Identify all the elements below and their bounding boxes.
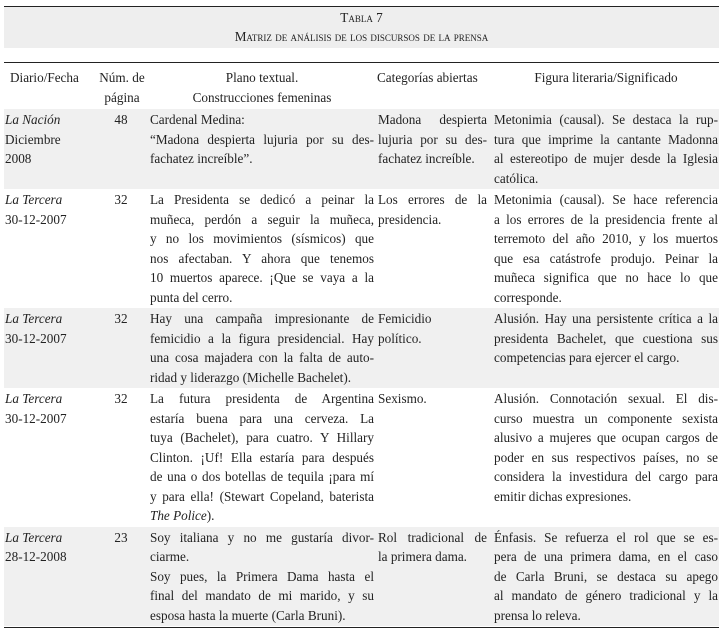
cell-figura [494,309,718,368]
table-row [4,109,719,189]
header-figura: Figura literaria/Significado [534,70,678,85]
cell-line: 10 muertos aparece. ¡Que se vaya a la [150,270,374,285]
table-title: Matriz de análisis de los discursos de la prensa [234,29,489,44]
cell-line: Metonimia (causal). Se hace referencia [494,192,718,207]
header-plano-line: Construcciones femeninas [192,89,332,105]
cell-line: político. [378,330,422,346]
cell-diario [5,190,85,229]
line-segment: The Police [150,508,207,523]
cell-line: final del mandato de mi marido, y su [150,588,374,603]
cell-line: de Carla Bruni, se destaca su apego [494,568,718,584]
cell-line: 23 [114,529,128,545]
cell-line: ciarme. [150,549,190,564]
cell-line: la primera dama. [378,549,467,564]
newspaper-name: La Nación [5,112,61,127]
cell-line: Diciembre [5,131,61,147]
cell-line [5,110,85,130]
cell-line: Madona despierta [378,112,487,127]
cell-line: La futura presidenta de Argentina [150,391,374,406]
cell-line: Énfasis. Se refuerza el rol que se es- [494,529,718,545]
cell-line: 32 [114,192,128,207]
cell-line: presidencia. [378,211,442,227]
cell-line: Alusión. Hay una persistente crítica a la [494,311,718,326]
cell-figura [494,110,718,188]
cell-num [96,190,146,210]
cell-line: fachatez increíble”. [150,151,253,166]
header-categorias: Categorías abiertas [377,70,478,85]
cell-line: tuya (Bachelet), para cuatro. Y Hillary [150,430,374,445]
cell-line: Clinton. ¡Uf! Ella estaría para después [150,449,374,465]
cell-line: Hay una campaña impresionante de [150,311,374,326]
cell-plano [150,309,374,387]
cell-diario [5,389,85,428]
cell-line: Los errores de la [378,192,487,207]
cell-line: La Presidenta se dedicó a peinar la [150,192,374,207]
header-num-line: página [104,89,140,105]
cell-num [96,309,146,329]
header-plano-line: Plano textual. [225,70,299,85]
cell-line: tura que imprime la cantante Madonna [494,131,718,147]
cell-line [5,190,85,210]
cell-line: 32 [114,391,128,406]
cell-diario [5,110,85,169]
cell-line: Sexismo. [378,391,427,406]
cell-line: terremoto del año 2010, y los muertos [494,231,718,246]
cell-plano [150,528,374,626]
cell-line: fachatez increíble. [378,151,475,166]
table-row [4,189,719,308]
cell-line: a los errores de la presidencia frente al [494,211,718,227]
cell-figura [494,528,718,626]
cell-line: lujuria por su des- [378,131,487,147]
cell-line: de una o dos botellas de tequila ¡para mí [150,469,374,484]
newspaper-name: La Tercera [5,311,63,326]
cell-line: que esa catástrofe produjo. Peinar la [494,250,718,266]
cell-line: estaría buena para una cerveza. La [150,410,374,426]
cell-line: 28-12-2008 [5,549,67,564]
cell-line: ridad y liderazgo (Michelle Bachelet). [150,369,352,385]
cell-line: emitir dichas expresiones. [494,488,632,504]
cell-line: femicidio a la figura presidencial. Hay [150,330,374,346]
cell-line: nos afectaban. Y ahora que tenemos [150,250,374,266]
cell-plano [150,110,374,169]
cell-line: y no los movimientos (sísmicos) que [150,231,374,246]
table-label: Tabla 7 [340,10,383,25]
cell-categorias [378,110,487,169]
header-top-rule [4,62,719,63]
cell-line: considera la investidura del cargo para [494,469,718,484]
cell-line: prensa lo releva. [494,607,581,623]
cell-line [5,309,85,329]
cell-line: muñeca, perdón a seguir la muñeca, [150,211,374,227]
cell-categorias [378,528,487,567]
cell-line: curso muestra un componente sexista [494,410,718,426]
cell-line: punta del cerro. [150,289,233,305]
cell-line: 2008 [5,151,32,166]
cell-line: Rol tradicional de [378,529,487,545]
cell-categorias [378,389,487,409]
cell-num [96,110,146,130]
cell-line: presidenta Bachelet, que cuestiona sus [494,330,718,346]
line-segment: ). [206,508,215,523]
cell-line: 32 [114,311,128,326]
cell-line [5,528,85,548]
cell-line: 30-12-2007 [5,410,67,426]
cell-line: Alusión. Connotación sexual. El dis- [494,391,718,406]
cell-line: corresponde. [494,289,562,305]
cell-line [150,506,374,526]
cell-line: esposa hasta la muerte (Carla Bruni). [150,607,346,623]
newspaper-name: La Tercera [5,391,63,406]
cell-line: Soy italiana y no me gustaría divor- [150,529,374,545]
cell-categorias [378,309,487,348]
cell-line: 30-12-2007 [5,330,67,346]
table-caption [4,6,719,48]
cell-line: Metonimia (causal). Se destaca la rup- [494,112,718,127]
cell-diario [5,309,85,348]
table-row [4,527,719,627]
cell-num [96,528,146,548]
cell-plano [150,190,374,307]
newspaper-name: La Tercera [5,529,63,545]
header-num-line: Núm. de [99,70,145,85]
cell-line: católica. [494,170,539,186]
cell-figura [494,389,718,506]
cell-line: al estereotipo de mujer desde la Iglesia [494,151,718,166]
cell-categorias [378,190,487,229]
cell-num [96,389,146,409]
cell-line: competencias para ejercer el cargo. [494,350,680,365]
cell-line: alusivo a mujeres que ocupan cargos de [494,430,718,445]
header-diario: Diario/Fecha [10,70,79,85]
cell-line: una cosa majadera con la falta de auto- [150,350,374,365]
cell-line: 30-12-2007 [5,211,67,227]
cell-line: Soy pues, la Primera Dama hasta el [150,568,374,584]
cell-line: al mandato de género tradicional y la [494,588,718,603]
cell-line: Femicidio [378,311,432,326]
header-plano [150,68,374,107]
table-row [4,308,719,388]
cell-line: y para ella! (Stewart Copeland, baterista [150,488,374,504]
table-bottom-rule [4,627,719,628]
header-num [94,68,150,107]
cell-line: pera de una primera dama, en el caso [494,549,718,564]
cell-line: poder en sus respectivos países, no se [494,449,718,465]
cell-line: muñeca significa que no hace lo que [494,270,718,285]
newspaper-name: La Tercera [5,192,63,207]
cell-line: “Madona despierta lujuria por su des- [150,131,374,147]
cell-line: Cardenal Medina: [150,112,245,127]
cell-plano [150,389,374,526]
cell-line [5,389,85,409]
cell-figura [494,190,718,307]
table-row [4,388,719,527]
cell-diario [5,528,85,567]
cell-line: 48 [114,112,128,127]
